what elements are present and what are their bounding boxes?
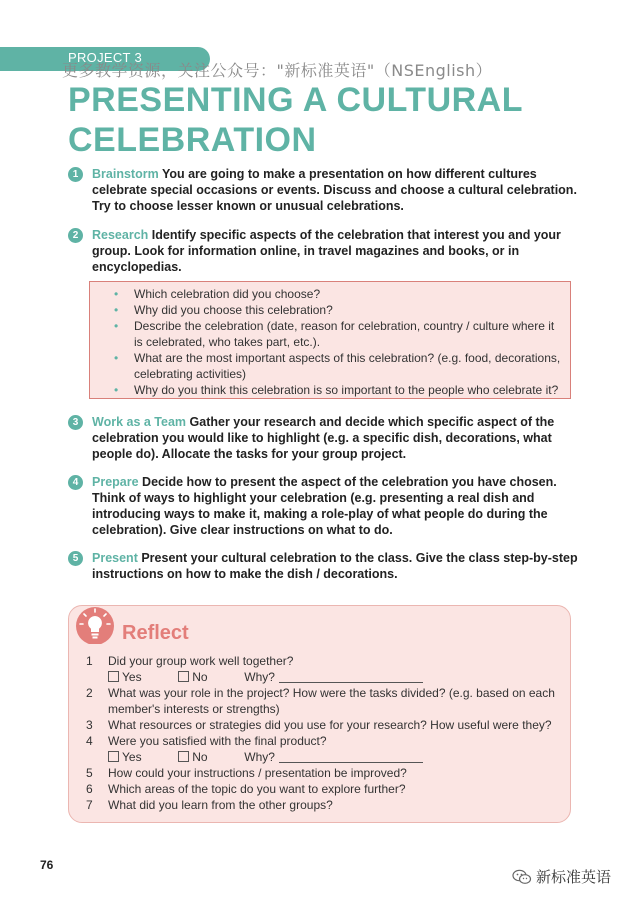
answer-line[interactable] [279, 762, 423, 763]
brand-footer [512, 866, 611, 887]
step-text: Decide how to present the aspect of the celebration you have chosen. Think of ways to highlight your celebration (e.g. presenting a real dish and introducing ways to make it, making a role-play of what people do during the celebration). Give clear instructions on what to do. [92, 475, 557, 537]
checkbox-yes[interactable] [108, 671, 119, 682]
step-text: Gather your research and decide which specific aspect of the celebration you would like to highlight (e.g. a specific dish, decorations, what people do). Allocate the tasks for your group project. [92, 415, 555, 461]
step-number: 5 [68, 551, 83, 566]
reflect-question-6: 6 Which areas of the topic do you want to explore further? [86, 782, 406, 796]
answer-line[interactable] [279, 682, 423, 683]
reflect-title: Reflect [122, 622, 189, 644]
page-number: 76 [40, 858, 54, 872]
checkbox-yes[interactable] [108, 751, 119, 762]
step-number: 1 [68, 167, 83, 182]
step-1 [68, 166, 578, 214]
step-keyword: Prepare [92, 475, 139, 489]
step-text: You are going to make a presentation on how different cultures celebrate special occasions or events. Discuss and choose a cultural celebration. Try to choose lesser known or unusual celebrations. [92, 167, 577, 213]
step-text: Identify specific aspects of the celebration that interest you and your group. Look for information online, in travel magazines and books, or in encyclopedias. [92, 228, 561, 274]
list-item: • Why do you think this celebration is so important to the people who celebrate it? [114, 383, 559, 397]
answer-options-1: Yes No Why? [108, 669, 423, 685]
step-5 [68, 550, 578, 582]
step-4 [68, 474, 578, 538]
step-text: Present your cultural celebration to the class. Give the class step-by-step instructions on how to make the dish / decorations. [92, 551, 578, 581]
brand-name: 新标准英语 [536, 869, 612, 886]
step-keyword: Work as a Team [92, 415, 187, 429]
list-item: • Describe the celebration (date, reason for celebration, country / culture where it is celebrated, who takes part, etc.). [114, 319, 555, 349]
reflect-question-4: 4 Were you satisfied with the final product? [86, 734, 327, 748]
step-number: 2 [68, 228, 83, 243]
step-number: 3 [68, 415, 83, 430]
answer-options-4: Yes No Why? [108, 749, 423, 765]
reflect-question-1: 1 Did your group work well together? [86, 654, 294, 668]
reflect-question-7: 7 What did you learn from the other groups? [86, 798, 333, 812]
list-item: • Which celebration did you choose? [114, 287, 321, 301]
research-questions-box [89, 281, 571, 399]
step-keyword: Brainstorm [92, 167, 159, 181]
step-keyword: Present [92, 551, 138, 565]
step-keyword: Research [92, 228, 149, 242]
list-item: • What are the most important aspects of this celebration? (e.g. food, decorations, celebrating activities) [114, 351, 561, 381]
reflect-question-3: 3 What resources or strategies did you use for your research? How useful were they? [86, 718, 552, 732]
checkbox-no[interactable] [178, 751, 189, 762]
project-label: PROJECT 3 [68, 50, 142, 65]
page-title: PRESENTING A CULTURAL CELEBRATION [68, 81, 523, 159]
reflect-question-2: 2 What was your role in the project? How were the tasks divided? (e.g. based on each member's interests or strengths) [86, 686, 555, 716]
step-2 [68, 227, 578, 275]
step-number: 4 [68, 475, 83, 490]
step-3 [68, 414, 578, 462]
reflect-question-5: 5 How could your instructions / presentation be improved? [86, 766, 407, 780]
watermark: 更多教学资源，关注公众号："新标准英语"（NSEnglish） [62, 61, 493, 80]
wechat-icon [512, 869, 532, 885]
checkbox-no[interactable] [178, 671, 189, 682]
lightbulb-icon [70, 604, 120, 644]
list-item: • Why did you choose this celebration? [114, 303, 333, 317]
